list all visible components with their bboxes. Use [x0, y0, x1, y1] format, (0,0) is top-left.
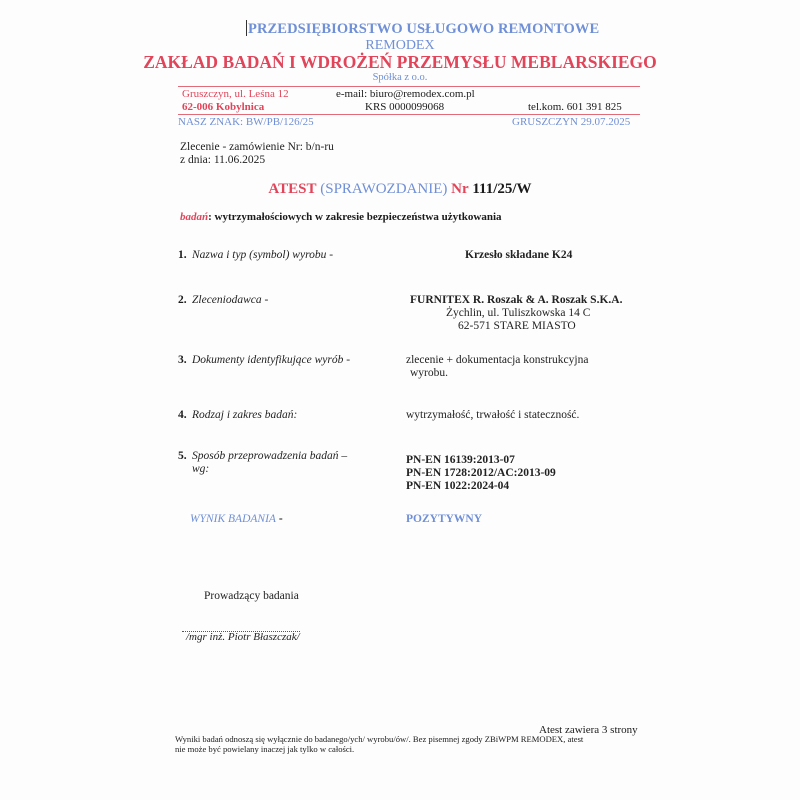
item-3-value-line2: wyrobu. [410, 367, 449, 379]
item-5-standard-3: PN-EN 1022:2024-04 [406, 480, 510, 492]
item-5-standard-2: PN-EN 1728:2012/AC:2013-09 [406, 467, 556, 479]
result-value: POZYTYWNY [406, 513, 483, 525]
company-name-line3: ZAKŁAD BADAŃ I WDROŻEŃ PRZEMYSŁU MEBLARSKIEGO [143, 52, 657, 72]
text-cursor [246, 20, 247, 36]
signature-name: /mgr inż. Piotr Błaszczak/ [186, 631, 300, 643]
company-legal-form: Spółka z o.o. [372, 72, 428, 83]
our-reference: NASZ ZNAK: BW/PB/126/25 [178, 116, 314, 128]
item-2-label: Zleceniodawca - [192, 294, 269, 306]
result-label-text: WYNIK BADANIA [190, 513, 276, 525]
item-1-number: 1. [178, 249, 187, 261]
order-number: Zlecenie - zamówienie Nr: b/n-ru [180, 141, 334, 153]
result-label-dash: - [275, 513, 283, 525]
test-scope [180, 211, 502, 223]
address-city: 62-006 Kobylnica [182, 101, 265, 113]
header-divider-bottom [178, 114, 640, 115]
item-2-number: 2. [178, 294, 187, 306]
item-2-value-line2: Żychlin, ul. Tuliszkowska 14 C [446, 307, 591, 319]
item-5-standard-1: PN-EN 16139:2013-07 [406, 454, 515, 466]
item-2-value-line1: FURNITEX R. Roszak & A. Roszak S.K.A. [410, 294, 623, 306]
document-title [0, 181, 800, 198]
page-count: Atest zawiera 3 strony [539, 724, 638, 736]
company-name-line2: REMODEX [365, 38, 435, 53]
item-4-number: 4. [178, 409, 187, 421]
company-name-line1: PRZEDSIĘBIORSTWO USŁUGOWO REMONTOWE [248, 21, 600, 37]
title-number: 111/25/W [472, 181, 532, 197]
item-1-value: Krzesło składane K24 [465, 249, 573, 261]
footer-note-line2: nie może być powielany inaczej jak tylko w całości. [175, 744, 355, 754]
scope-text: : wytrzymałościowych w zakresie bezpieczeństwa użytkowania [208, 211, 502, 223]
contact-phone: tel.kom. 601 391 825 [528, 101, 622, 113]
item-5-number: 5. [178, 450, 187, 462]
item-4-label: Rodzaj i zakres badań: [192, 409, 298, 421]
item-5-label: Sposób przeprowadzenia badań – [192, 450, 348, 462]
title-nr-label: Nr [451, 181, 469, 197]
item-5-label-line2: wg: [192, 463, 210, 475]
order-date: z dnia: 11.06.2025 [180, 154, 266, 166]
footer-note-line1: Wyniki badań odnoszą się wyłącznie do badanego/ych/ wyrobu/ów/. Bez pisemnej zgody ZBiWPM REMODEX, atest [175, 734, 584, 744]
company-krs: KRS 0000099068 [365, 101, 445, 113]
title-atest: ATEST [268, 181, 317, 197]
title-sprawozdanie: (SPRAWOZDANIE) [320, 181, 448, 197]
contact-email: e-mail: biuro@remodex.com.pl [336, 88, 475, 100]
item-2-value-line3: 62-571 STARE MIASTO [458, 320, 576, 332]
address-street: Gruszczyn, ul. Leśna 12 [182, 88, 289, 100]
header-divider-top [178, 86, 640, 87]
item-3-label: Dokumenty identyfikujące wyrób - [192, 354, 351, 366]
result-label [190, 513, 283, 525]
scope-label: badań [180, 211, 209, 223]
item-4-value: wytrzymałość, trwałość i stateczność. [406, 409, 580, 421]
item-3-value-line1: zlecenie + dokumentacja konstrukcyjna [406, 354, 589, 366]
place-and-date: GRUSZCZYN 29.07.2025 [512, 116, 631, 128]
item-1-label: Nazwa i typ (symbol) wyrobu - [192, 249, 334, 261]
item-3-number: 3. [178, 354, 187, 366]
signature-role: Prowadzący badania [204, 590, 299, 602]
